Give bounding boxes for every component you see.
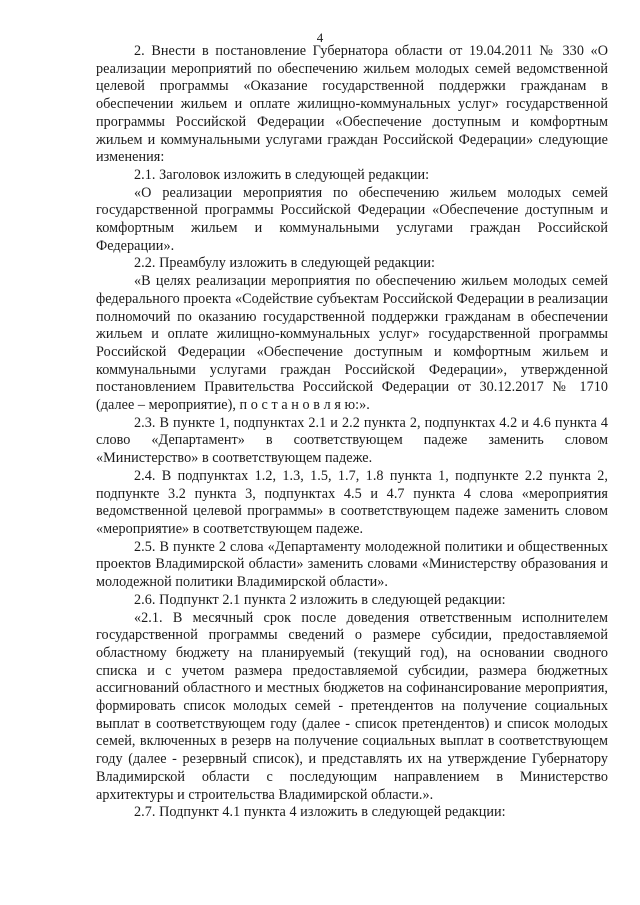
page-number: 4 xyxy=(316,30,324,45)
paragraph-2-3: 2.3. В пункте 1, подпунктах 2.1 и 2.2 пункта 2, подпунктах 4.2 и 4.6 пункта 4 слово «Департамент» в соответствующем падеже заменить словом «Министерство» в соответствующем падеже. xyxy=(96,414,608,467)
document-body xyxy=(96,43,608,822)
paragraph-2-6-quote: «2.1. В месячный срок после доведения ответственным исполнителем государственной программы сведений о размере субсидии, предоставляемой областному бюджету на планируемый (текущий год), на основании сводного списка и с учетом размера предоставляемой субсидии, размера бюджетных ассигнований областного и местных бюджетов на софинансирование мероприятия, формировать список молодых семей - претендентов на получение социальных выплат в соответствующем году (далее - список претендентов) и список молодых семей, включенных в резерв на получение социальных выплат в соответствующем году (далее - резервный список), и представлять их на утверждение Губернатору Владимирской области с последующим направлением в Министерство архитектуры и строительства Владимирской области.». xyxy=(96,609,608,803)
paragraph-2-6: 2.6. Подпункт 2.1 пункта 2 изложить в следующей редакции: xyxy=(134,591,506,608)
paragraph-2-5: 2.5. В пункте 2 слова «Департаменту молодежной политики и общественных проектов Владимирской области» заменить словами «Министерству образования и молодежной политики Владимирской области». xyxy=(96,538,608,591)
paragraph-2: 2. Внести в постановление Губернатора области от 19.04.2011 № 330 «О реализации мероприятий по обеспечению жильем молодых семей ведомственной целевой программы «Оказание государственной поддержки гражданам в обеспечении жильем и оплате жилищно-коммунальных услуг» государственной программы Российской Федерации «Обеспечение доступным и комфортным жильем и коммунальными услугами граждан Российской Федерации» следующие изменения: xyxy=(96,43,608,166)
paragraph-2-2: 2.2. Преамбулу изложить в следующей редакции: xyxy=(134,255,435,272)
paragraph-2-2-quote: «В целях реализации мероприятия по обеспечению жильем молодых семей федерального проекта «Содействие субъектам Российской Федерации в реализации полномочий по оказанию государственной поддержки гражданам в обеспечении жильем и оплате жилищно-коммунальных услуг» государственной программы Российской Федерации «Обеспечение доступным и комфортным жильем и коммунальными услугами граждан Российской Федерации», утвержденной постановлением Правительства Российской Федерации от 30.12.2017 № 1710 (далее – мероприятие), п о с т а н о в л я ю:». xyxy=(96,273,608,414)
paragraph-2-7: 2.7. Подпункт 4.1 пункта 4 изложить в следующей редакции: xyxy=(134,804,506,821)
paragraph-2-4: 2.4. В подпунктах 1.2, 1.3, 1.5, 1.7, 1.8 пункта 1, подпункте 2.2 пункта 2, подпункте 3.2 пункта 3, подпунктах 4.5 и 4.7 пункта 4 слова «мероприятия ведомственной целевой программы» в соответствующем падеже заменить словом «мероприятие» в соответствующем падеже. xyxy=(96,467,608,537)
paragraph-2-1: 2.1. Заголовок изложить в следующей редакции: xyxy=(134,166,430,183)
paragraph-2-1-quote: «О реализации мероприятия по обеспечению жильем молодых семей государственной программы Российской Федерации «Обеспечение доступным и комфортным жильем и коммунальными услугами граждан Российской Федерации». xyxy=(96,184,608,254)
